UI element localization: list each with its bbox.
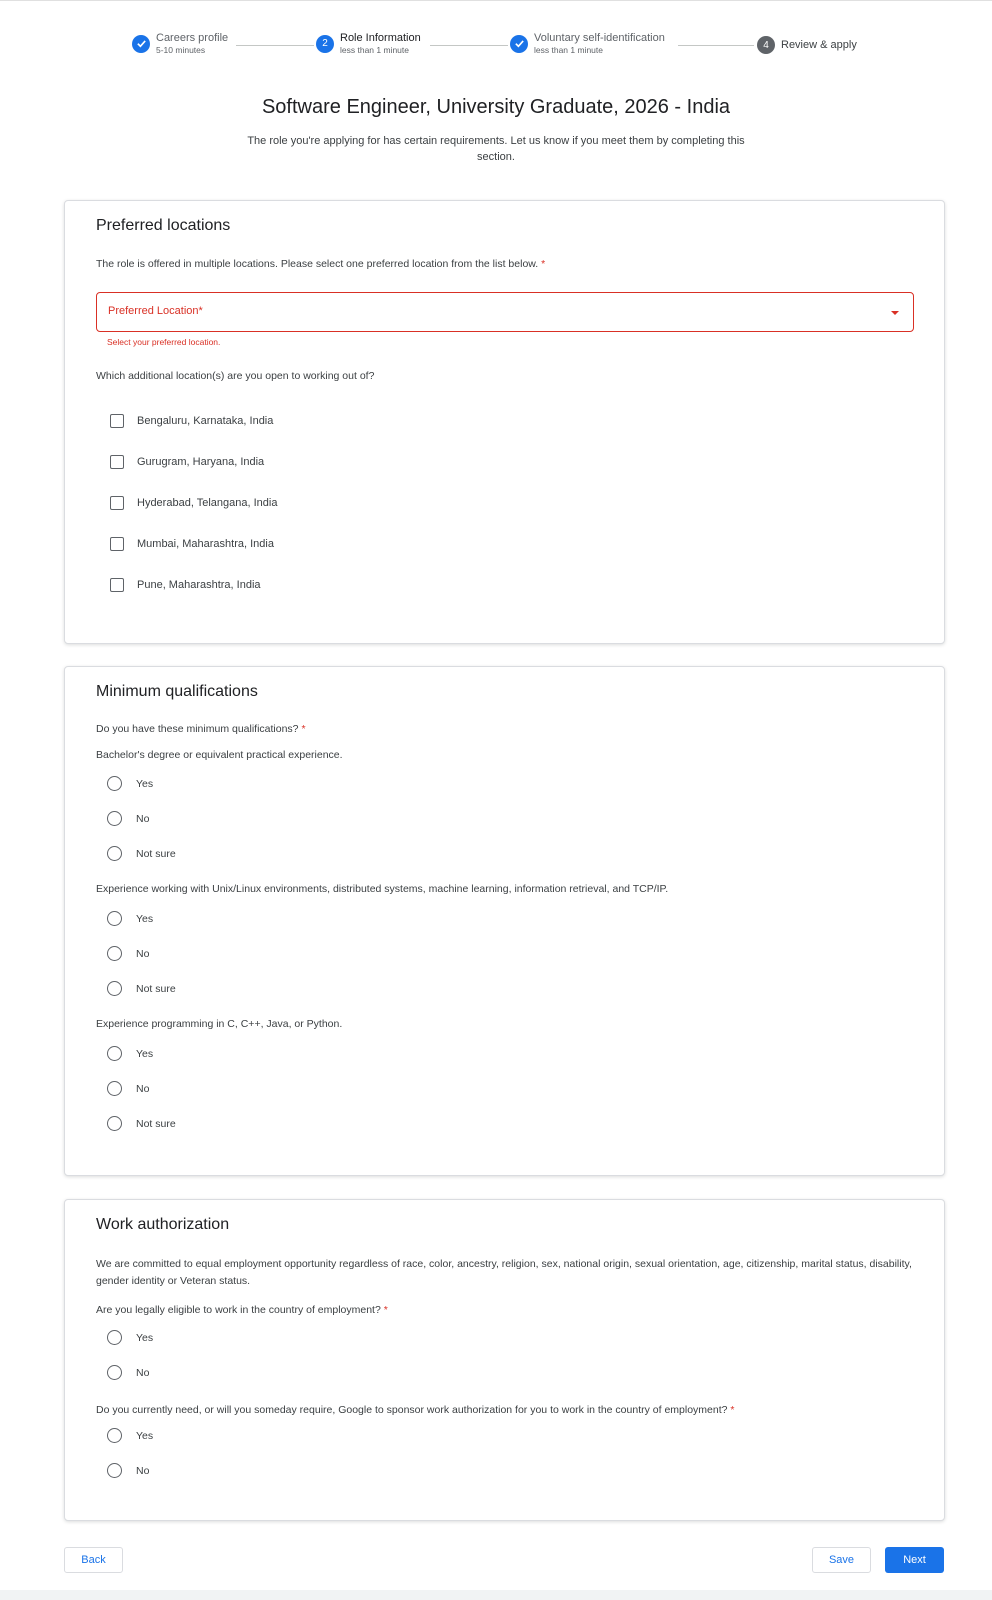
locations-intro: The role is offered in multiple locations. Please select one preferred location from the list below. *: [96, 258, 546, 270]
radio-label: Yes: [136, 1429, 154, 1442]
checkbox[interactable]: [110, 455, 124, 469]
radio-label: Yes: [136, 1331, 154, 1344]
page-footer-strip: [0, 1590, 992, 1600]
preferred-locations-card: [64, 200, 945, 644]
sponsorship-question: Do you currently need, or will you someday require, Google to sponsor work authorization for you to work in the country of employment? *: [96, 1404, 735, 1416]
radio-label: No: [136, 1366, 150, 1379]
radio-button[interactable]: [107, 1116, 122, 1131]
radio-button[interactable]: [107, 1463, 122, 1478]
progress-stepper: [0, 33, 992, 59]
work-authorization-card: [64, 1199, 945, 1521]
radio-q1-not-sure[interactable]: [107, 846, 176, 861]
radio-eligible-no[interactable]: [107, 1365, 149, 1380]
checkbox-label: Mumbai, Maharashtra, India: [137, 538, 274, 550]
required-asterisk: *: [730, 1404, 735, 1416]
back-button[interactable]: Back: [64, 1547, 123, 1573]
radio-label: Not sure: [136, 1117, 176, 1130]
checkbox[interactable]: [110, 496, 124, 510]
checkbox-label: Bengaluru, Karnataka, India: [137, 415, 274, 427]
radio-q3-no[interactable]: [107, 1081, 149, 1096]
minimum-qualifications-card: [64, 666, 945, 1176]
radio-q2-not-sure[interactable]: [107, 981, 176, 996]
card-title: Preferred locations: [96, 217, 231, 234]
radio-label: No: [136, 812, 150, 825]
checkbox-mumbai[interactable]: [110, 537, 274, 551]
card-title: Minimum qualifications: [96, 683, 258, 700]
radio-label: Yes: [136, 1047, 154, 1060]
radio-button[interactable]: [107, 946, 122, 961]
radio-q3-not-sure[interactable]: [107, 1116, 176, 1131]
qualifications-question: Do you have these minimum qualifications? *: [96, 723, 306, 735]
radio-label: Yes: [136, 777, 154, 790]
radio-label: Not sure: [136, 982, 176, 995]
step-number-badge: 4: [757, 36, 775, 54]
required-asterisk: *: [541, 258, 546, 270]
step-sublabel: less than 1 minute: [340, 45, 409, 55]
qualification-text: Bachelor's degree or equivalent practical experience.: [96, 749, 343, 761]
radio-label: No: [136, 1082, 150, 1095]
radio-button[interactable]: [107, 981, 122, 996]
page-title: Software Engineer, University Graduate, 2026 - India: [261, 96, 731, 118]
preferred-location-select[interactable]: [96, 292, 914, 332]
checkbox-gurugram[interactable]: [110, 455, 264, 469]
top-divider: [0, 0, 992, 4]
check-icon: [132, 35, 150, 53]
step-voluntary-self-identification[interactable]: [510, 33, 665, 55]
radio-button[interactable]: [107, 776, 122, 791]
radio-q2-yes[interactable]: [107, 911, 153, 926]
radio-label: No: [136, 1464, 150, 1477]
radio-sponsorship-yes[interactable]: [107, 1428, 153, 1443]
radio-button[interactable]: [107, 1046, 122, 1061]
required-asterisk: *: [301, 723, 306, 735]
radio-button[interactable]: [107, 846, 122, 861]
radio-button[interactable]: [107, 811, 122, 826]
step-sublabel: less than 1 minute: [534, 45, 603, 55]
checkbox[interactable]: [110, 578, 124, 592]
additional-locations-question: Which additional location(s) are you open to working out of?: [96, 370, 375, 382]
required-asterisk: *: [383, 1304, 388, 1316]
step-number-badge: 2: [316, 35, 334, 53]
radio-q2-no[interactable]: [107, 946, 149, 961]
error-message: Select your preferred location.: [107, 337, 221, 347]
radio-label: Yes: [136, 912, 154, 925]
checkbox-label: Hyderabad, Telangana, India: [137, 497, 278, 509]
eeo-statement: We are committed to equal employment opportunity regardless of race, color, ancestry, religion, sex, national origin, sexual orientation, age, citizenship, marital status, disability, gender identity or Veteran status.: [96, 1258, 912, 1287]
step-connector: [678, 45, 754, 46]
radio-button[interactable]: [107, 1365, 122, 1380]
checkbox-hyderabad[interactable]: [110, 496, 277, 510]
radio-button[interactable]: [107, 911, 122, 926]
step-label: Voluntary self-identification: [534, 32, 665, 44]
step-sublabel: 5-10 minutes: [156, 45, 206, 55]
checkbox-pune[interactable]: [110, 578, 261, 592]
radio-label: No: [136, 947, 150, 960]
step-role-information[interactable]: [316, 33, 421, 55]
page-subtitle: The role you're applying for has certain requirements. Let us know if you meet them by completing this section.: [247, 135, 745, 163]
step-label: Role Information: [340, 32, 421, 44]
checkbox-bengaluru[interactable]: [110, 414, 273, 428]
eligibility-question: Are you legally eligible to work in the country of employment? *: [96, 1304, 388, 1316]
step-connector: [236, 45, 314, 46]
checkbox[interactable]: [110, 414, 124, 428]
qualification-text: Experience programming in C, C++, Java, or Python.: [96, 1018, 343, 1030]
radio-label: Not sure: [136, 847, 176, 860]
step-careers-profile[interactable]: [132, 33, 228, 55]
step-label: Review & apply: [781, 38, 857, 51]
radio-button[interactable]: [107, 1428, 122, 1443]
step-review-apply[interactable]: [757, 36, 857, 54]
checkbox[interactable]: [110, 537, 124, 551]
radio-sponsorship-no[interactable]: [107, 1463, 149, 1478]
radio-button[interactable]: [107, 1081, 122, 1096]
radio-eligible-yes[interactable]: [107, 1330, 153, 1345]
checkbox-label: Pune, Maharashtra, India: [137, 579, 261, 591]
step-label: Careers profile: [156, 32, 229, 44]
radio-q1-yes[interactable]: [107, 776, 153, 791]
card-title: Work authorization: [96, 1216, 230, 1233]
checkbox-label: Gurugram, Haryana, India: [137, 456, 265, 468]
radio-q3-yes[interactable]: [107, 1046, 153, 1061]
next-button[interactable]: Next: [885, 1547, 944, 1573]
check-icon: [510, 35, 528, 53]
select-label: Preferred Location*: [108, 305, 203, 317]
save-button[interactable]: Save: [812, 1547, 871, 1573]
dropdown-arrow-icon: [891, 311, 899, 315]
qualification-text: Experience working with Unix/Linux environments, distributed systems, machine learning, information retrieval, and TCP/IP.: [96, 883, 669, 895]
step-connector: [430, 45, 508, 46]
radio-button[interactable]: [107, 1330, 122, 1345]
radio-q1-no[interactable]: [107, 811, 149, 826]
